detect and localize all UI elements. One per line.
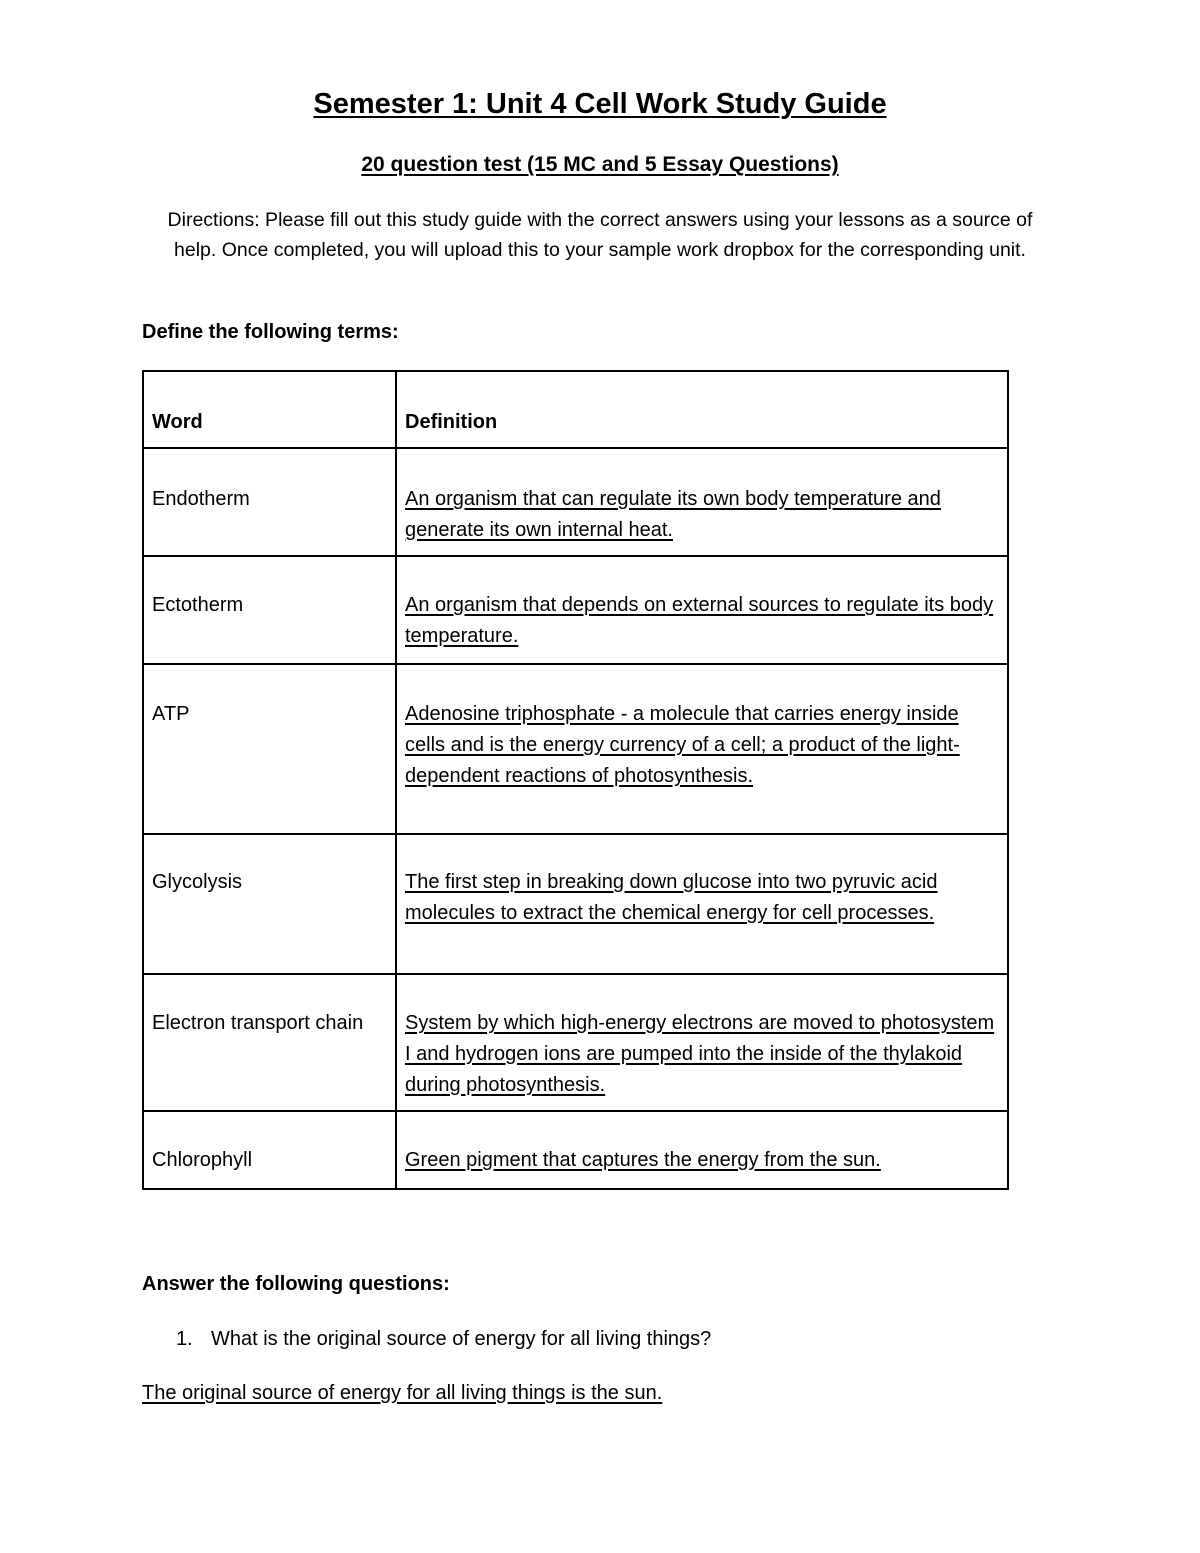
table-row <box>143 556 1008 664</box>
term-definition-cell <box>396 556 1008 664</box>
term-word: ATP <box>143 664 396 834</box>
term-definition: Green pigment that captures the energy from the sun. <box>405 1149 881 1171</box>
directions-paragraph: Directions: Please fill out this study guide with the correct answers using your lessons as a source of help. Once completed, you will upload this to your sample work dropbox for the corresponding unit. <box>167 209 1033 261</box>
table-row <box>143 1111 1008 1189</box>
question-answer: The original source of energy for all living things is the sun. <box>142 1382 663 1404</box>
question-item <box>176 1324 711 1354</box>
column-header-word: Word <box>143 371 396 448</box>
term-definition: The first step in breaking down glucose into two pyruvic acid molecules to extract the chemical energy for cell processes. <box>405 871 938 924</box>
term-word: Glycolysis <box>143 834 396 974</box>
term-word: Ectotherm <box>143 556 396 664</box>
term-definition-cell <box>396 1111 1008 1189</box>
question-number: 1. <box>176 1328 193 1350</box>
table-header-row <box>143 371 1008 448</box>
term-definition-cell <box>396 834 1008 974</box>
term-definition-cell <box>396 448 1008 556</box>
term-word: Endotherm <box>143 448 396 556</box>
table-row <box>143 834 1008 974</box>
term-word: Chlorophyll <box>143 1111 396 1189</box>
document-subtitle <box>0 150 1200 180</box>
term-word: Electron transport chain <box>143 974 396 1111</box>
term-definition: An organism that can regulate its own body temperature and generate its own internal heat. <box>405 488 941 541</box>
terms-table <box>142 370 1009 1190</box>
term-definition: An organism that depends on external sources to regulate its body temperature. <box>405 594 994 647</box>
table-row <box>143 974 1008 1111</box>
term-definition: System by which high-energy electrons are moved to photosystem I and hydrogen ions are pumped into the inside of the thylakoid during photosynthesis. <box>405 1012 995 1096</box>
table-row <box>143 664 1008 834</box>
terms-heading: Define the following terms: <box>142 321 399 343</box>
term-definition: Adenosine triphosphate - a molecule that carries energy inside cells and is the energy currency of a cell; a product of the light-dependent reactions of photosynthesis. <box>405 703 960 787</box>
term-definition-cell <box>396 664 1008 834</box>
document-subtitle-text: 20 question test (15 MC and 5 Essay Questions) <box>361 153 839 176</box>
table-row <box>143 448 1008 556</box>
document-title <box>0 84 1200 124</box>
column-header-definition: Definition <box>396 371 1008 448</box>
questions-heading: Answer the following questions: <box>142 1273 450 1295</box>
question-text: What is the original source of energy for all living things? <box>211 1328 712 1350</box>
term-definition-cell <box>396 974 1008 1111</box>
document-title-text: Semester 1: Unit 4 Cell Work Study Guide <box>313 88 887 120</box>
